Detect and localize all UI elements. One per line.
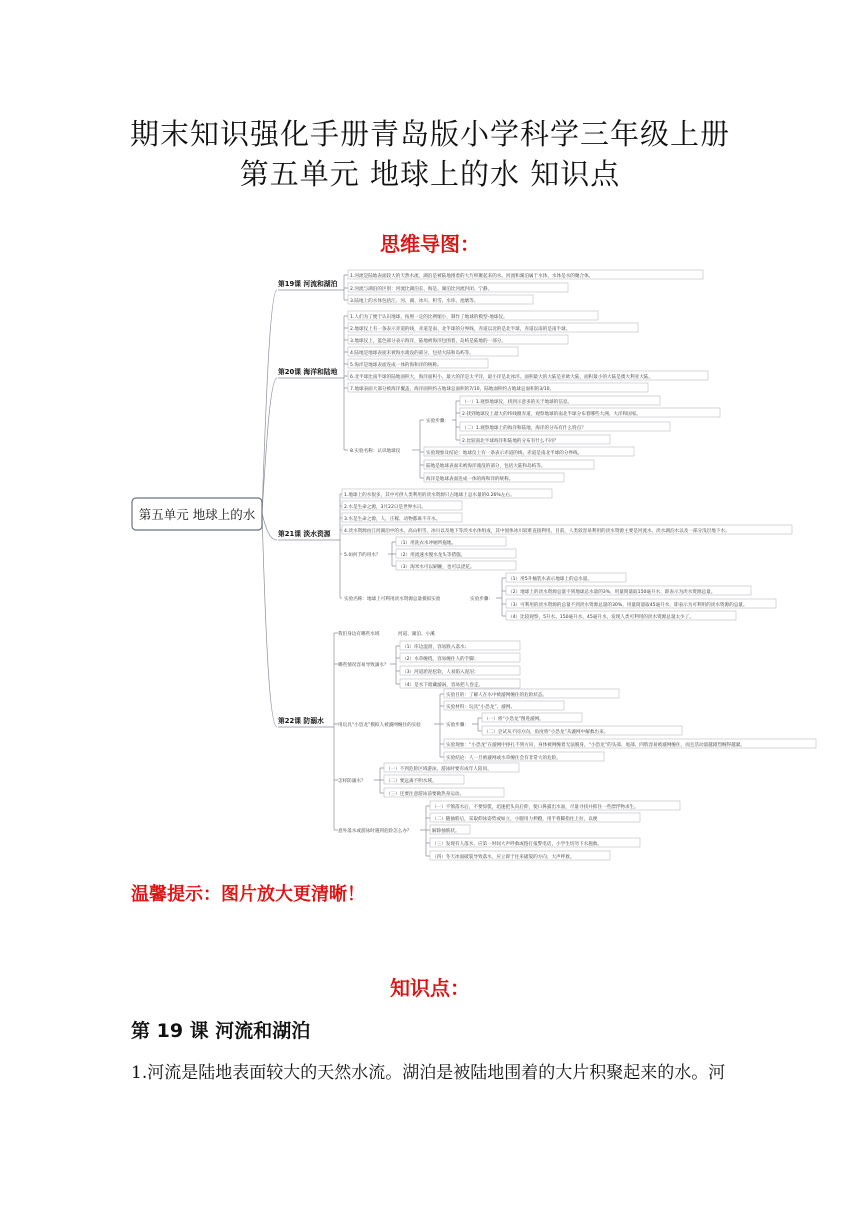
- l22-a4-3: （三）发现有人落水，应第一时间大声呼救或拨打报警电话，小学生切勿下水施救。: [432, 842, 602, 847]
- l22-a3-3: （三）还要注意游泳前要做热身运动。: [386, 792, 465, 797]
- l22-q2: 哪些情况容易导致溺水？: [338, 663, 389, 668]
- document-title-line2: 第五单元 地球上的水 知识点: [239, 157, 621, 191]
- l22-q3: 怎样防溺水？: [338, 779, 366, 784]
- l22-a2-4: （4）是水下暗藏漩涡，容易把人卷走。: [402, 683, 484, 688]
- l20-result-3: 海洋是地球表面连成一体的海和洋的统称。: [426, 477, 514, 482]
- l20-item-1: 1.人们为了便于认识地球，按照一定的比例缩小，制作了地球的模型-地球仪。: [350, 315, 508, 320]
- l22-a3-2: （二）要远离不明水域。: [386, 779, 437, 784]
- l21-save: 5.如何节约用水？: [344, 553, 381, 558]
- zoom-tip: 温馨提示：图片放大更清晰！: [131, 884, 365, 905]
- l21-exp-name: 实验名称：地球上可利用淡水资源总量模拟实验: [344, 597, 441, 602]
- l20-step-1: （一）1.观察地球仪，找到示意多的关于地球的信息。: [462, 400, 573, 405]
- l20-step-3: （二）1.观察地球上的海洋和陆地，海洋的分布有什么特点？: [462, 426, 586, 431]
- knowledge-heading: 知识点：: [390, 976, 470, 1000]
- l22-a4-1: （一）不慎落水后，不要惊慌，迅速把头向后仰，使口鼻露出水面，尽量寻找并抓住一些漂浮物求生。: [432, 805, 639, 810]
- l20-result-2: 陆地是地球表面未被海洋淹没的部分，包括大陆和岛屿等。: [426, 464, 546, 469]
- l21-item-1: 1.地球上的水很多，其中可供人类利用的淡水资源只占地球上总水量的0.26%左右。: [344, 493, 515, 498]
- l22-a2-2: （2）水草缠绕，容易缠住人的手脚；: [402, 657, 479, 662]
- l20-item-3: 3.地球仪上，蓝色部分表示海洋，陆地被海洋包围着，岛屿是陆地的一部分。: [350, 339, 506, 344]
- l21-item-4: 4.淡水资源由江河湖泊中的水、高山积雪、冰川以及地下等淡水水体组成，其中固体冰川较难直接利用。目前，人类较容易利用的淡水资源主要是河流水、淡水湖泊水以及一部分浅层地下水。: [344, 529, 730, 534]
- l21-item-2: 2.水是生命之源，3月22日是世界水日。: [344, 505, 427, 510]
- l20-exp-name: 8.实验名称：认识地球仪: [350, 449, 401, 454]
- l22-exp-materials: 实验材料：玩具“小恐龙”、漩网。: [446, 705, 516, 710]
- l22-a3-1: （一）不到危险区域游泳，游泳时要有成年人陪同。: [386, 767, 492, 772]
- l22-exp-steps-label: 实验步骤：: [446, 723, 469, 728]
- l20-result-1: 实验现象及结论：地球仪上有一条表示赤道的线，赤道是南北半球的分界线。: [426, 451, 583, 456]
- l21-save-2: （2）用流速水慢水龙头等措施。: [398, 553, 466, 558]
- l19-item-1: 1.河流是陆地表面较大的天然水流，湖泊是被陆地围着的大片积聚起来的水。河流和湖泊属于水体，水体是水的聚合体。: [350, 274, 594, 279]
- l22-a4-2: （二）随抽筋后，采取仰泳姿势或如立，小腿用力伸蹬，用手将脚指往上拉，以便: [432, 817, 598, 822]
- mindmap-root: 第五单元 地球上的水: [138, 507, 256, 522]
- mindmap-lesson20: 第20课 海洋和陆地: [278, 368, 338, 376]
- mindmap-lesson19: 第19课 河流和湖泊: [278, 280, 338, 288]
- l22-a2-3: （3）河道淤泥松软，人易陷入泥沼；: [402, 670, 479, 675]
- mindmap-heading: 思维导图：: [380, 232, 480, 256]
- l22-exp-purpose: 实验目的：了解人在水中被漩网缠住的危险状态。: [446, 693, 548, 698]
- l22-a1: 河道、湖泊、小溪: [398, 632, 435, 637]
- l21-step-1: （1）用5升桶装水表示地球上的总水量。: [508, 577, 592, 582]
- l21-save-3: （3）淘米水可以刷碗，也可以浇花。: [398, 565, 475, 570]
- l22-exp: 用玩具“小恐龙”模拟人被漩网缠住的实验: [338, 723, 421, 728]
- l22-exp-phenomenon: 实验现象：“小恐龙”在漩网中挣扎不到方向，身体被网缠着无法脱身，“小恐龙”的头部、尾部、四肢容易被漩网缠住，而且活动量越剧烈缠得越紧。: [446, 743, 745, 748]
- l21-step-2: （2）地球上的淡水资源总量不到地球总水量的3%，用量筒量取150毫升水，即表示为淡水资源总量。: [508, 590, 716, 595]
- l22-q4: 意外落水或游泳时遇到危险怎么办？: [338, 829, 412, 834]
- mindmap-lesson21: 第21课 淡水资源: [278, 530, 331, 538]
- l20-step-4: 2.比较南北半球海洋和陆地的分布有什么不同？: [462, 439, 559, 444]
- l21-step-4: （4）比较观察，5升水、150毫升水、45毫升水，发现人类可利用的淡水资源总量太少了。: [508, 615, 694, 620]
- l22-q1: 我们身边有哪些水域: [338, 632, 380, 637]
- l19-item-3: 3.陆地上的水体包括江、河、湖、冰川、积雪、水库、池塘等。: [350, 299, 479, 304]
- l20-item-7: 7.地球表面大部分被海洋覆盖，海洋面积约占地球总面积的7/10，陆地面积约占地球总面积的3/10。: [350, 387, 555, 392]
- l22-a4-4: （四）冬天冰面破裂导致落水，应立即于往来破裂的方向，大声呼救。: [432, 855, 575, 860]
- l21-save-1: （1）用洗衣水冲厕所拖地。: [398, 541, 457, 546]
- l20-item-2: 2.地球仪上有一条表示赤道的线，赤道是南、北半球的分界线，赤道以北的是北半球，赤道以南的是南半球。: [350, 327, 571, 332]
- l20-item-6: 6.北半球比南半球的陆地面积大，海洋面积小。最大的洋是太平洋，最小洋是北冰洋。面积最大的大陆是亚欧大陆，面积最小的大陆是澳大利亚大陆。: [350, 375, 653, 380]
- l22-exp-step-2: （二）尝试从不同方向，角度将“小恐龙”从漩网中解救出来。: [484, 730, 609, 735]
- l22-exp-conclusion: 实验结论：人一旦被漩网或水草缠住会有非常大的危险。: [446, 756, 561, 761]
- l21-item-3: 3.水是生命之源，人、庄稼、动物都离不开水。: [344, 517, 441, 522]
- mindmap-lesson22: 第22课 防溺水: [278, 717, 324, 725]
- l19-item-2: 2.河流与湖泊的区别：河流比湖泊长、海是。湖泊比河流封闭、宁静。: [350, 287, 493, 292]
- l20-item-5: 5.海洋是地球表面连成一体的海和洋的统称。: [350, 363, 442, 368]
- paragraph-1: 1.河流是陆地表面较大的天然水流。湖泊是被陆地围着的大片积聚起来的水。河: [131, 1063, 726, 1083]
- l22-a2-1: （1）库边湿滑，容易跌入落水；: [402, 645, 470, 650]
- l22-a4-2b: 解除抽筋状。: [432, 829, 460, 834]
- l22-exp-step-1: （一）将“小恐龙”图进漩网。: [484, 717, 544, 722]
- l20-item-4: 4.陆地是地球表面未被海水淹没的部分，包括大陆和岛屿等。: [350, 351, 474, 356]
- l21-step-3: （3）可利用的淡水资源的总量不到淡水资源总量的30%，用量筒量取45毫升水，即表示为可利用的淡水资源的总量。: [508, 603, 748, 608]
- l20-step-2: 2.找到地球仪上最大的纬线圈赤道，观察地球的南北半球分布着哪些大洲、大洋和国家。: [462, 412, 641, 417]
- lesson19-heading: 第 19 课 河流和湖泊: [131, 1020, 311, 1042]
- l20-steps-label: 实验步骤：: [426, 419, 449, 424]
- document-title-line1: 期末知识强化手册青岛版小学科学三年级上册: [129, 117, 730, 151]
- l21-steps-label: 实验步骤：: [470, 597, 493, 602]
